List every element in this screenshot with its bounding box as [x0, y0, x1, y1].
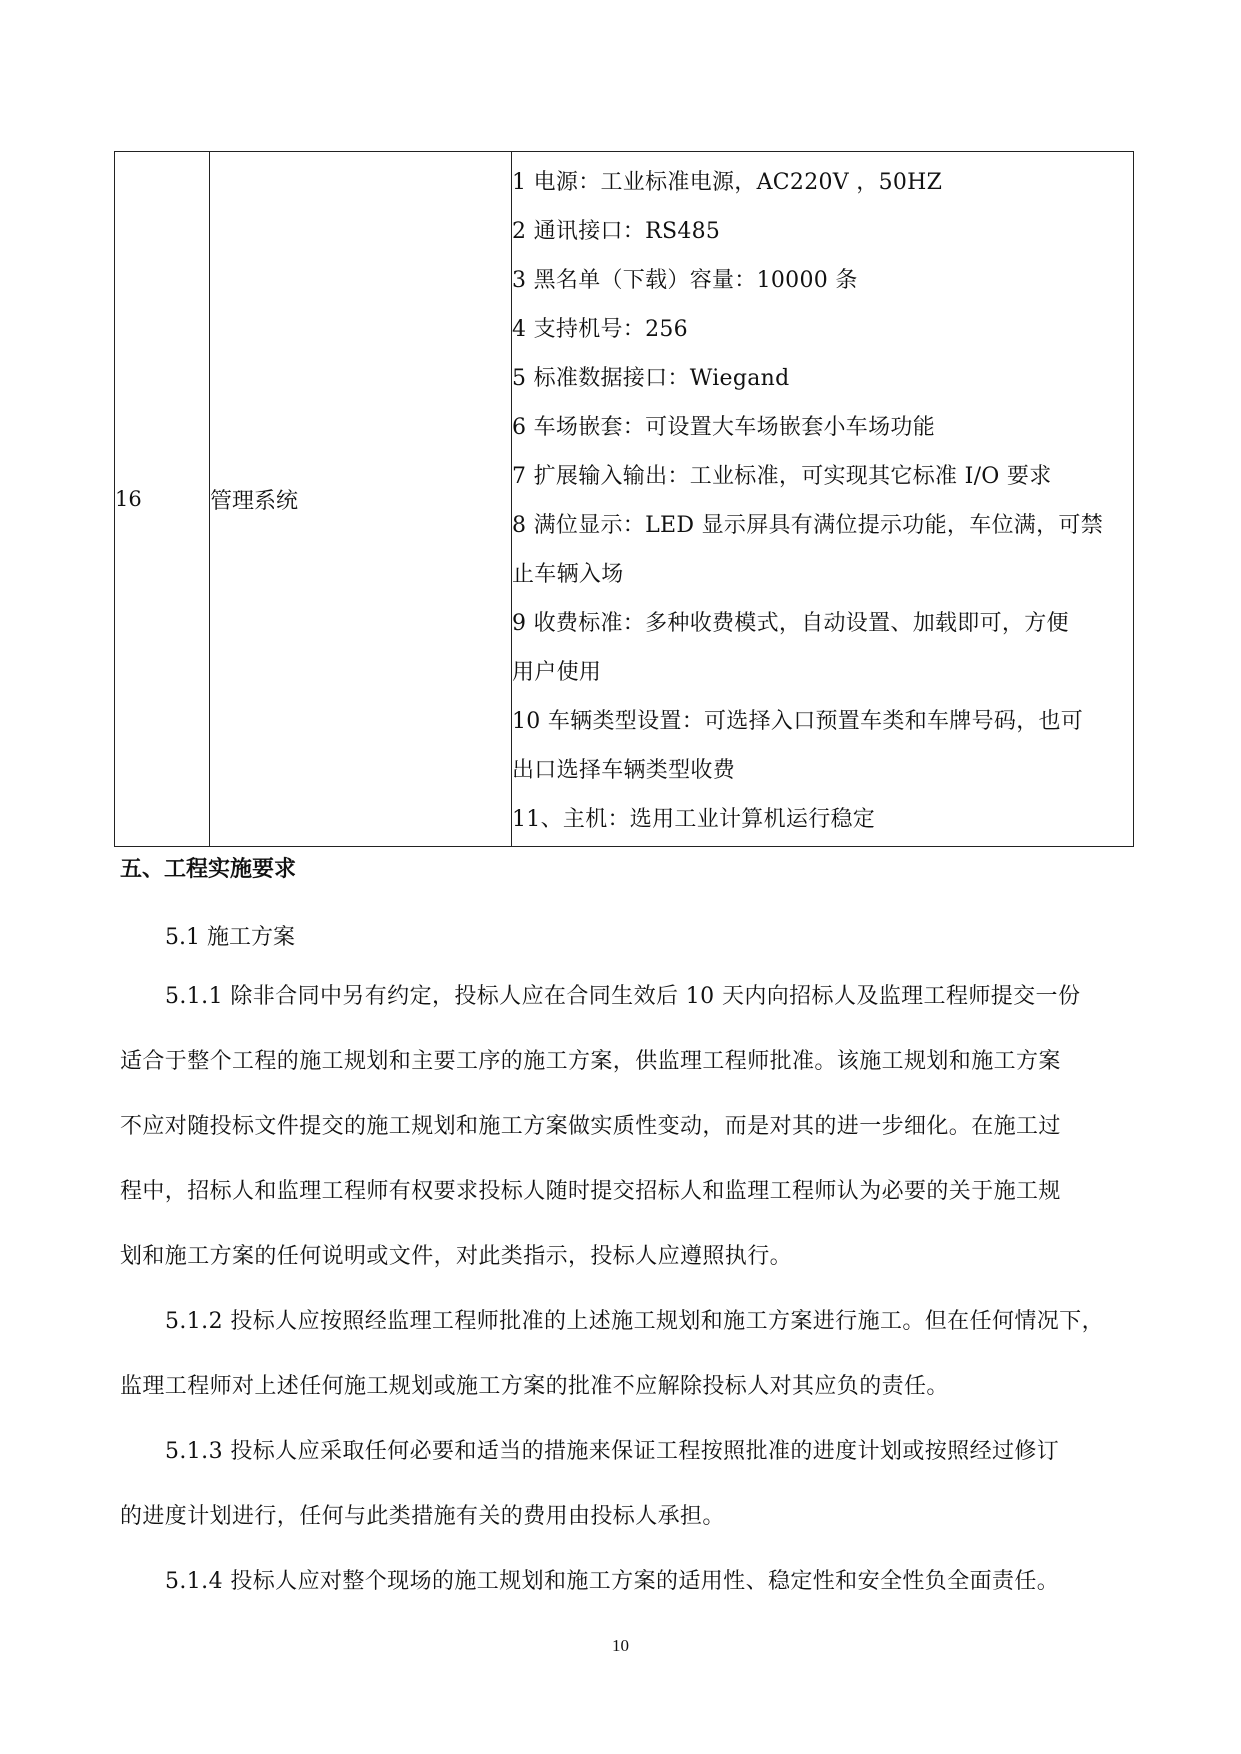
paragraph-5-1-2 [120, 1289, 1130, 1419]
table-row [115, 152, 1134, 847]
row-item-name: 管理系统 [210, 152, 512, 847]
paragraph-line: 适合于整个工程的施工规划和主要工序的施工方案，供监理工程师批准。该施工规划和施工方案 [120, 1049, 1061, 1074]
row-number: 16 [115, 152, 210, 847]
spec-line: 止车辆入场 [512, 562, 624, 587]
paragraph-5-1-3 [120, 1419, 1130, 1549]
subsection-title: 5.1 施工方案 [165, 925, 295, 950]
spec-line: 9 收费标准：多种收费模式，自动设置、加载即可，方便 [512, 611, 1069, 636]
spec-line: 6 车场嵌套：可设置大车场嵌套小车场功能 [512, 415, 935, 440]
spec-line: 用户使用 [512, 660, 602, 685]
spec-line: 2 通讯接口：RS485 [512, 219, 721, 244]
paragraph-line: 监理工程师对上述任何施工规划或施工方案的批准不应解除投标人对其应负的责任。 [120, 1374, 949, 1399]
paragraph-line: 的进度计划进行，任何与此类措施有关的费用由投标人承担。 [120, 1504, 725, 1529]
spec-line: 8 满位显示：LED 显示屏具有满位提示功能，车位满，可禁 [512, 513, 1103, 538]
page-number: 10 [612, 1636, 629, 1655]
paragraph-5-1-4 [120, 1549, 1130, 1614]
spec-line: 1 电源：工业标准电源，AC220V ，50HZ [512, 170, 943, 195]
spec-line: 11、主机：选用工业计算机运行稳定 [512, 807, 876, 832]
spec-line: 7 扩展输入输出：工业标准，可实现其它标准 I/O 要求 [512, 464, 1052, 489]
spec-table [114, 151, 1134, 847]
paragraph-line: 划和施工方案的任何说明或文件，对此类指示，投标人应遵照执行。 [120, 1244, 793, 1269]
paragraph-line: 程中，招标人和监理工程师有权要求投标人随时提交招标人和监理工程师认为必要的关于施工规 [120, 1179, 1061, 1204]
paragraph-line: 5.1.3 投标人应采取任何必要和适当的措施来保证工程按照批准的进度计划或按照经过修订 [165, 1439, 1060, 1464]
spec-list [512, 152, 1133, 846]
spec-line: 10 车辆类型设置：可选择入口预置车类和车牌号码，也可 [512, 709, 1084, 734]
spec-line: 5 标准数据接口：Wiegand [512, 366, 790, 391]
row-spec-cell [512, 152, 1134, 847]
spec-line: 出口选择车辆类型收费 [512, 758, 736, 783]
paragraph-line: 5.1.4 投标人应对整个现场的施工规划和施工方案的适用性、稳定性和安全性负全面责任。 [165, 1569, 1060, 1594]
spec-line: 4 支持机号：256 [512, 317, 688, 342]
paragraph-line: 5.1.1 除非合同中另有约定，投标人应在合同生效后 10 天内向招标人及监理工程师提交一份 [165, 984, 1081, 1009]
section-heading: 五、工程实施要求 [120, 857, 297, 882]
spec-line: 3 黑名单（下载）容量：10000 条 [512, 268, 858, 293]
paragraph-line: 不应对随投标文件提交的施工规划和施工方案做实质性变动，而是对其的进一步细化。在施工过 [120, 1114, 1061, 1139]
paragraph-5-1-1 [120, 964, 1130, 1289]
paragraph-line: 5.1.2 投标人应按照经监理工程师批准的上述施工规划和施工方案进行施工。但在任何情况下， [165, 1309, 1104, 1334]
